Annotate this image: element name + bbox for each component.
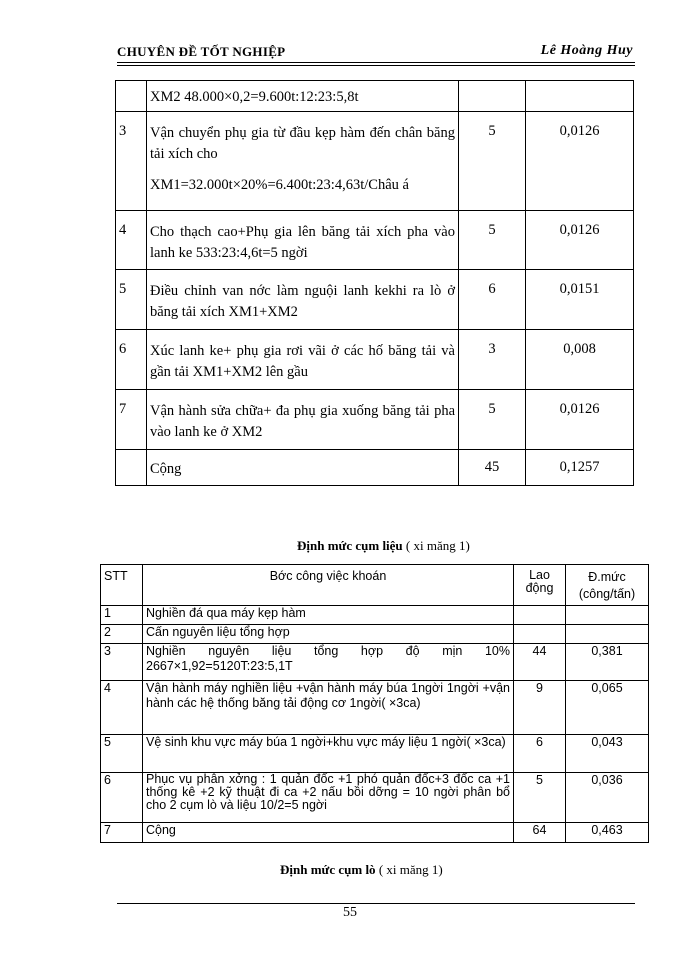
table-row: [116, 390, 634, 450]
labor-cell: 6: [514, 735, 566, 773]
task-cell: Cộng: [147, 450, 459, 486]
stt-cell: 3: [101, 644, 143, 681]
stt-cell: 7: [116, 390, 147, 450]
stt-cell: 5: [116, 270, 147, 330]
labor-table-continued: [115, 80, 634, 486]
table-row: [116, 81, 634, 112]
stt-cell: 1: [101, 606, 143, 625]
section-title-note: ( xi măng 1): [405, 538, 470, 553]
stt-cell: 6: [116, 330, 147, 390]
rate-cell: 0,065: [566, 681, 649, 735]
footer-divider: [117, 903, 635, 904]
rate-cell: 0,1257: [526, 450, 634, 486]
stt-cell: 5: [101, 735, 143, 773]
header-buoc: Bớc công việc khoán: [143, 565, 514, 606]
rate-cell: 0,008: [526, 330, 634, 390]
stt-cell: 3: [116, 112, 147, 211]
task-cell: Vận hành sửa chữa+ đa phụ gia xuống băng tải pha vào lanh ke ở XM2: [147, 390, 459, 450]
stt-cell: 4: [101, 681, 143, 735]
header-stt: STT: [101, 565, 143, 606]
rate-cell: 0,0126: [526, 211, 634, 270]
stt-cell: 2: [101, 625, 143, 644]
labor-cell: 45: [459, 450, 526, 486]
labor-cell: 6: [459, 270, 526, 330]
table-header-row: [101, 565, 649, 606]
task-cell: Vận chuyển phụ gia từ đầu kẹp hàm đến chân băng tải xích cho XM1=32.000t×20%=6.400t:23:4,63t/Châu á: [147, 112, 459, 211]
task-cell: Phục vụ phân xởng : 1 quản đốc +1 phó quản đốc+3 đốc ca +1 thống kê +2 kỹ thuật đi ca +2 nấu bồi dỡng = 10 ngời phân bổ cho 2 cụm lò và liệu 10/2=5 ngời: [143, 773, 514, 823]
rate-cell: 0,381: [566, 644, 649, 681]
task-cell: Cho thạch cao+Phụ gia lên băng tải xích pha vào lanh ke 533:23:4,6t=5 ngời: [147, 211, 459, 270]
section-title-text: Định mức cụm liệu: [297, 538, 403, 553]
section-title-note: ( xi măng 1): [378, 862, 443, 877]
stt-cell: [116, 81, 147, 112]
table-row: [101, 735, 649, 773]
rate-cell: [526, 81, 634, 112]
task-cell: Xúc lanh ke+ phụ gia rơi vãi ở các hố băng tải và gần tải XM1+XM2 lên gầu: [147, 330, 459, 390]
table-row: [101, 773, 649, 823]
labor-cell: 5: [459, 211, 526, 270]
rate-cell: 0,036: [566, 773, 649, 823]
labor-cell: 64: [514, 823, 566, 843]
task-cell: Cấn nguyên liệu tổng hợp: [143, 625, 514, 644]
table-row: [116, 211, 634, 270]
table-row: [116, 330, 634, 390]
task-cell: Vận hành máy nghiền liệu +vận hành máy búa 1ngời 1ngời +vận hành các hệ thống băng tải động cơ 1ngời( ×3ca): [143, 681, 514, 735]
table-row: [116, 112, 634, 211]
labor-cell: 5: [459, 390, 526, 450]
labor-cell: 5: [514, 773, 566, 823]
header-divider: [117, 62, 635, 63]
table-row: [101, 644, 649, 681]
table-row-total: [101, 823, 649, 843]
table-row: [101, 606, 649, 625]
task-cell: Điều chỉnh van nớc làm nguội lanh kekhi ra lò ở băng tải xích XM1+XM2: [147, 270, 459, 330]
stt-cell: [116, 450, 147, 486]
table-row: [116, 270, 634, 330]
labor-cell: 5: [459, 112, 526, 211]
section-title-cum-lo: [280, 862, 443, 878]
stt-cell: 6: [101, 773, 143, 823]
table-row: [101, 681, 649, 735]
stt-cell: 4: [116, 211, 147, 270]
rate-cell: 0,0151: [526, 270, 634, 330]
section-title-cum-lieu: [297, 538, 470, 554]
table-row-total: [116, 450, 634, 486]
header-lao-dong: Lao động: [514, 565, 566, 606]
labor-cell: 9: [514, 681, 566, 735]
labor-cell: [459, 81, 526, 112]
labor-cell: 44: [514, 644, 566, 681]
labor-cell: [514, 606, 566, 625]
labor-cell: 3: [459, 330, 526, 390]
section-title-text: Định mức cụm lò: [280, 862, 376, 877]
rate-cell: 0,0126: [526, 112, 634, 211]
task-cell: Nghiền đá qua máy kẹp hàm: [143, 606, 514, 625]
task-cell: Nghiền nguyên liệu tổng hợp độ mịn 10% 2667×1,92=5120T:23:5,1T: [143, 644, 514, 681]
rate-cell: 0,463: [566, 823, 649, 843]
cum-lieu-table: [100, 564, 649, 843]
header-divider-2: [117, 65, 635, 66]
table-row: [101, 625, 649, 644]
stt-cell: 7: [101, 823, 143, 843]
rate-cell: [566, 606, 649, 625]
rate-cell: 0,0126: [526, 390, 634, 450]
task-cell: XM2 48.000×0,2=9.600t:12:23:5,8t: [147, 81, 459, 112]
rate-cell: 0,043: [566, 735, 649, 773]
header-author: Lê Hoàng Huy: [540, 43, 633, 58]
header-dinh-muc: Đ.mức (công/tấn): [566, 565, 649, 606]
page-number: 55: [343, 905, 357, 920]
task-cell: Vệ sinh khu vực máy búa 1 ngời+khu vực máy liệu 1 ngời( ×3ca): [143, 735, 514, 773]
header-title: CHUYÊN ĐỀ TỐT NGHIỆP: [117, 44, 286, 59]
labor-cell: [514, 625, 566, 644]
task-cell: Cộng: [143, 823, 514, 843]
rate-cell: [566, 625, 649, 644]
